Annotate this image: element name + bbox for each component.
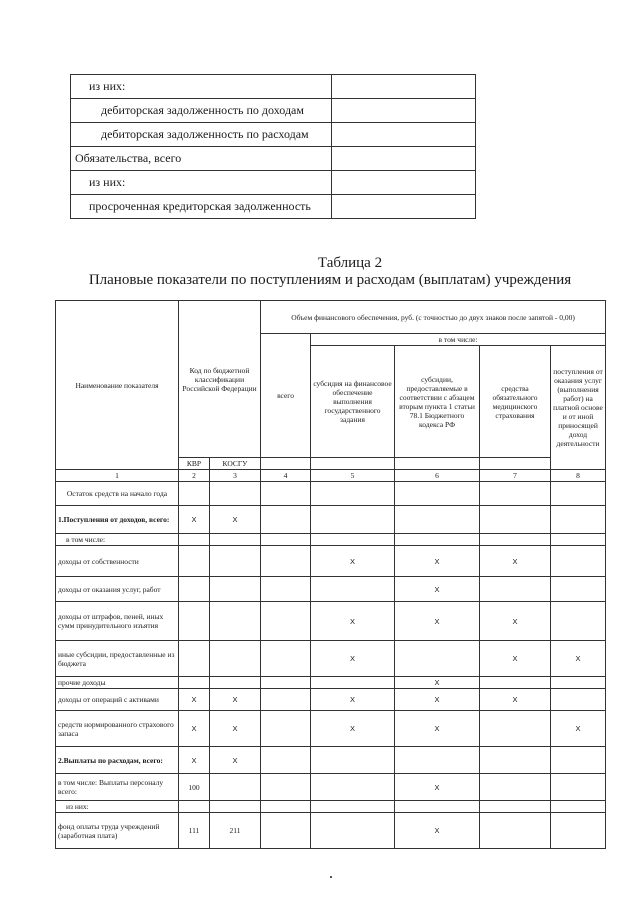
table-row	[56, 774, 606, 801]
row-cell-col6: X	[395, 689, 480, 711]
header-col7: средства обязательного медицинского страхования	[480, 346, 551, 458]
header-blank-7	[480, 458, 551, 470]
table-row	[56, 801, 606, 813]
row-cell-col6	[395, 534, 480, 546]
row-cell-col8	[551, 546, 606, 577]
row-cell-col3: X	[210, 689, 261, 711]
row-cell-col6: X	[395, 677, 480, 689]
row-cell-col3	[210, 774, 261, 801]
row-cell-col7	[480, 801, 551, 813]
column-number: 3	[210, 470, 261, 482]
top-table-row	[71, 99, 476, 123]
row-cell-col5	[311, 677, 395, 689]
top-table-row	[71, 123, 476, 147]
row-cell-col2	[179, 534, 210, 546]
header-including: в том числе:	[311, 334, 606, 346]
row-cell-col8	[551, 801, 606, 813]
row-indicator-name: доходы от оказания услуг, работ	[56, 577, 179, 602]
table-row	[56, 482, 606, 506]
row-cell-col7	[480, 534, 551, 546]
header-blank-total	[261, 458, 311, 470]
row-cell-col8	[551, 813, 606, 849]
top-row-label: дебиторская задолженность по расходам	[71, 123, 332, 147]
column-number: 5	[311, 470, 395, 482]
row-cell-col4	[261, 774, 311, 801]
row-cell-col3	[210, 546, 261, 577]
row-cell-col7	[480, 747, 551, 774]
row-cell-col7: X	[480, 546, 551, 577]
row-cell-col7: X	[480, 689, 551, 711]
column-number: 8	[551, 470, 606, 482]
row-cell-col8	[551, 602, 606, 641]
row-cell-col2	[179, 577, 210, 602]
header-col8: поступления от оказания услуг (выполнения работ) на платной основе и от иной приносящей доход деятельности	[551, 346, 606, 470]
row-cell-col3	[210, 641, 261, 677]
row-cell-col2	[179, 641, 210, 677]
row-cell-col6: X	[395, 813, 480, 849]
row-cell-col2: X	[179, 506, 210, 534]
header-volume: Объем финансового обеспечения, руб. (с точностью до двух знаков после запятой - 0,00)	[261, 301, 606, 334]
top-table	[70, 74, 476, 219]
row-cell-col8	[551, 577, 606, 602]
row-indicator-name: доходы от операций с активами	[56, 689, 179, 711]
top-row-value	[332, 99, 476, 123]
row-indicator-name: фонд оплаты труда учреждений (заработная плата)	[56, 813, 179, 849]
row-cell-col8	[551, 689, 606, 711]
row-cell-col7	[480, 711, 551, 747]
row-cell-col4	[261, 534, 311, 546]
row-cell-col7	[480, 506, 551, 534]
column-number: 4	[261, 470, 311, 482]
row-cell-col8: X	[551, 711, 606, 747]
header-col6: субсидии, предоставляемые в соответствии с абзацем вторым пункта 1 статьи 78.1 Бюджетного кодекса РФ	[395, 346, 480, 458]
row-cell-col2: 111	[179, 813, 210, 849]
row-cell-col4	[261, 813, 311, 849]
row-cell-col5	[311, 813, 395, 849]
row-cell-col5	[311, 774, 395, 801]
row-cell-col7: X	[480, 641, 551, 677]
table-2-label: Таблица 2	[317, 255, 383, 271]
top-table-row	[71, 171, 476, 195]
table-2-title: Плановые показатели по поступлениям и расходам (выплатам) учреждения	[88, 272, 572, 288]
row-cell-col4	[261, 546, 311, 577]
row-cell-col4	[261, 689, 311, 711]
row-cell-col6	[395, 641, 480, 677]
row-cell-col2	[179, 677, 210, 689]
row-cell-col7: X	[480, 602, 551, 641]
header-kvr: КВР	[179, 458, 210, 470]
row-indicator-name: доходы от собственности	[56, 546, 179, 577]
row-cell-col8	[551, 747, 606, 774]
row-cell-col5: X	[311, 641, 395, 677]
row-cell-col7	[480, 774, 551, 801]
row-cell-col8	[551, 774, 606, 801]
top-row-label: просроченная кредиторская задолженность	[71, 195, 332, 219]
row-cell-col5	[311, 482, 395, 506]
table-row	[56, 641, 606, 677]
row-cell-col5: X	[311, 711, 395, 747]
column-number: 1	[56, 470, 179, 482]
row-cell-col4	[261, 711, 311, 747]
row-cell-col4	[261, 602, 311, 641]
row-cell-col3	[210, 602, 261, 641]
row-indicator-name: 1.Поступления от доходов, всего:	[56, 506, 179, 534]
top-row-label: из них:	[71, 171, 332, 195]
row-cell-col6: X	[395, 774, 480, 801]
row-cell-col4	[261, 506, 311, 534]
row-cell-col2	[179, 482, 210, 506]
row-cell-col2: X	[179, 747, 210, 774]
header-budget-code: Код по бюджетной классификации Российской Федерации	[179, 301, 261, 458]
table-row	[56, 677, 606, 689]
table-row	[56, 506, 606, 534]
row-cell-col2	[179, 546, 210, 577]
row-cell-col3: X	[210, 711, 261, 747]
row-cell-col6: X	[395, 546, 480, 577]
row-cell-col5: X	[311, 689, 395, 711]
header-total: всего	[261, 334, 311, 458]
top-row-value	[332, 123, 476, 147]
row-cell-col3: X	[210, 747, 261, 774]
row-cell-col2: X	[179, 711, 210, 747]
row-indicator-name: 2.Выплаты по расходам, всего:	[56, 747, 179, 774]
table-row	[56, 813, 606, 849]
row-cell-col8	[551, 534, 606, 546]
row-cell-col5	[311, 577, 395, 602]
table-row	[56, 602, 606, 641]
row-indicator-name: Остаток средств на начало года	[56, 482, 179, 506]
row-cell-col3	[210, 482, 261, 506]
header-indicator-name: Наименование показателя	[56, 301, 179, 470]
header-blank-6	[395, 458, 480, 470]
row-indicator-name: в том числе: Выплаты персоналу всего:	[56, 774, 179, 801]
row-cell-col3	[210, 677, 261, 689]
row-cell-col4	[261, 482, 311, 506]
table-row	[56, 577, 606, 602]
row-cell-col6	[395, 747, 480, 774]
row-cell-col2	[179, 602, 210, 641]
top-row-label: из них:	[71, 75, 332, 99]
row-indicator-name: доходы от штрафов, пеней, иных сумм принудительного изъятия	[56, 602, 179, 641]
top-row-value	[332, 171, 476, 195]
header-blank-5	[311, 458, 395, 470]
top-row-value	[332, 75, 476, 99]
row-indicator-name: прочие доходы	[56, 677, 179, 689]
row-cell-col8: X	[551, 641, 606, 677]
row-cell-col7	[480, 813, 551, 849]
row-cell-col4	[261, 641, 311, 677]
column-number: 2	[179, 470, 210, 482]
top-table-row	[71, 195, 476, 219]
row-cell-col2	[179, 801, 210, 813]
row-cell-col7	[480, 482, 551, 506]
row-cell-col3: 211	[210, 813, 261, 849]
table-row	[56, 711, 606, 747]
row-cell-col5: X	[311, 602, 395, 641]
row-cell-col2: 100	[179, 774, 210, 801]
row-cell-col4	[261, 677, 311, 689]
row-cell-col6	[395, 482, 480, 506]
header-col5: субсидия на финансовое обеспечение выполнения государственного задания	[311, 346, 395, 458]
row-cell-col2: X	[179, 689, 210, 711]
scan-speck	[330, 876, 332, 878]
row-cell-col6	[395, 801, 480, 813]
row-cell-col6: X	[395, 577, 480, 602]
row-cell-col8	[551, 482, 606, 506]
table-row	[56, 689, 606, 711]
row-cell-col5	[311, 747, 395, 774]
row-cell-col4	[261, 747, 311, 774]
row-cell-col4	[261, 577, 311, 602]
top-table-row	[71, 147, 476, 171]
row-cell-col3	[210, 577, 261, 602]
row-cell-col7	[480, 677, 551, 689]
row-cell-col6: X	[395, 711, 480, 747]
row-cell-col6	[395, 506, 480, 534]
row-cell-col3: X	[210, 506, 261, 534]
row-cell-col3	[210, 534, 261, 546]
row-indicator-name: в том числе:	[56, 534, 179, 546]
row-cell-col6: X	[395, 602, 480, 641]
column-number: 6	[395, 470, 480, 482]
header-kosgu: КОСГУ	[210, 458, 261, 470]
row-cell-col4	[261, 801, 311, 813]
top-row-value	[332, 195, 476, 219]
row-cell-col7	[480, 577, 551, 602]
planned-indicators-table	[55, 300, 606, 849]
column-number: 7	[480, 470, 551, 482]
top-row-value	[332, 147, 476, 171]
row-cell-col3	[210, 801, 261, 813]
row-indicator-name: из них:	[56, 801, 179, 813]
row-cell-col5	[311, 506, 395, 534]
table-row	[56, 546, 606, 577]
row-indicator-name: иные субсидии, предоставленные из бюджета	[56, 641, 179, 677]
row-cell-col8	[551, 677, 606, 689]
top-row-label: Обязательства, всего	[71, 147, 332, 171]
row-cell-col5: X	[311, 546, 395, 577]
row-cell-col5	[311, 534, 395, 546]
row-cell-col5	[311, 801, 395, 813]
top-table-row	[71, 75, 476, 99]
row-indicator-name: средств нормированного страхового запаса	[56, 711, 179, 747]
table-row	[56, 534, 606, 546]
row-cell-col8	[551, 506, 606, 534]
top-row-label: дебиторская задолженность по доходам	[71, 99, 332, 123]
table-row	[56, 747, 606, 774]
